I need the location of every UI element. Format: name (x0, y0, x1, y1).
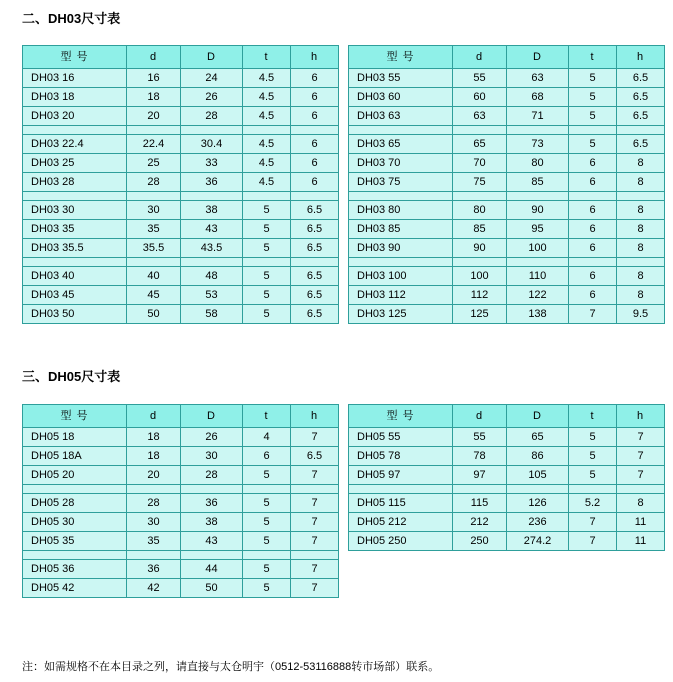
col-header-D: D (181, 405, 243, 428)
cell-t: 7 (569, 305, 617, 324)
cell-D: 105 (507, 466, 569, 485)
cell-h: 8 (617, 286, 665, 305)
cell-d: 115 (453, 494, 507, 513)
cell-model: DH05 35 (23, 532, 127, 551)
cell-D: 68 (507, 88, 569, 107)
cell-model: DH03 18 (23, 88, 127, 107)
cell-t: 5 (569, 466, 617, 485)
cell-d: 18 (127, 447, 181, 466)
table-row (23, 305, 339, 324)
table-header-row (23, 46, 339, 69)
cell-D: 73 (507, 135, 569, 154)
cell-t: 5 (569, 107, 617, 126)
table-row (349, 286, 665, 305)
cell-D: 80 (507, 154, 569, 173)
cell-h: 6 (291, 107, 339, 126)
table-row (23, 69, 339, 88)
cell-h: 8 (617, 201, 665, 220)
cell-h: 7 (291, 532, 339, 551)
table-row (349, 220, 665, 239)
cell-d: 60 (453, 88, 507, 107)
table-row (349, 154, 665, 173)
table-row (349, 239, 665, 258)
cell-d: 18 (127, 428, 181, 447)
cell-h: 6 (291, 135, 339, 154)
section-title-dh05: 三、DH05尺寸表 (22, 369, 121, 384)
cell-h: 9.5 (617, 305, 665, 324)
cell-model: DH03 125 (349, 305, 453, 324)
cell-t: 5 (243, 239, 291, 258)
col-header-d: d (127, 405, 181, 428)
cell-h: 6.5 (617, 135, 665, 154)
table-row (23, 466, 339, 485)
cell-model: DH03 65 (349, 135, 453, 154)
cell-t: 6 (569, 267, 617, 286)
col-header-d: d (127, 46, 181, 69)
col-header-D: D (507, 405, 569, 428)
cell-t: 5 (569, 69, 617, 88)
cell-d: 125 (453, 305, 507, 324)
table-row (23, 267, 339, 286)
cell-t: 6 (569, 173, 617, 192)
cell-model: DH03 100 (349, 267, 453, 286)
cell-h: 11 (617, 532, 665, 551)
cell-d: 28 (127, 494, 181, 513)
col-header-h: h (291, 46, 339, 69)
col-header-model: 型 号 (23, 46, 127, 69)
cell-D: 28 (181, 107, 243, 126)
cell-h: 6 (291, 88, 339, 107)
cell-D: 48 (181, 267, 243, 286)
cell-model: DH03 28 (23, 173, 127, 192)
table-row (23, 88, 339, 107)
cell-t: 5 (243, 220, 291, 239)
cell-D: 236 (507, 513, 569, 532)
cell-t: 5 (569, 447, 617, 466)
cell-model: DH05 250 (349, 532, 453, 551)
cell-D: 95 (507, 220, 569, 239)
cell-h: 7 (291, 579, 339, 598)
table-row (349, 173, 665, 192)
group-separator (23, 551, 339, 560)
table-row (23, 532, 339, 551)
cell-model: DH03 55 (349, 69, 453, 88)
cell-t: 4.5 (243, 154, 291, 173)
col-header-t: t (569, 46, 617, 69)
cell-D: 38 (181, 201, 243, 220)
cell-t: 4 (243, 428, 291, 447)
cell-model: DH05 36 (23, 560, 127, 579)
col-header-d: d (453, 405, 507, 428)
table-row (23, 494, 339, 513)
cell-D: 36 (181, 494, 243, 513)
cell-t: 4.5 (243, 173, 291, 192)
cell-D: 24 (181, 69, 243, 88)
cell-d: 36 (127, 560, 181, 579)
cell-d: 30 (127, 201, 181, 220)
cell-h: 6.5 (291, 239, 339, 258)
cell-h: 8 (617, 267, 665, 286)
table-row (349, 201, 665, 220)
cell-d: 20 (127, 466, 181, 485)
cell-D: 274.2 (507, 532, 569, 551)
cell-h: 6.5 (617, 88, 665, 107)
group-separator (23, 258, 339, 267)
col-header-h: h (617, 46, 665, 69)
cell-model: DH03 30 (23, 201, 127, 220)
col-header-h: h (291, 405, 339, 428)
group-separator (23, 192, 339, 201)
cell-h: 7 (291, 513, 339, 532)
cell-h: 6.5 (291, 201, 339, 220)
cell-h: 8 (617, 154, 665, 173)
cell-t: 5 (569, 428, 617, 447)
section-title-dh03: 二、DH03尺寸表 (22, 11, 121, 26)
cell-d: 70 (453, 154, 507, 173)
cell-model: DH03 80 (349, 201, 453, 220)
cell-d: 90 (453, 239, 507, 258)
cell-h: 6 (291, 173, 339, 192)
group-separator (23, 126, 339, 135)
table-row (23, 135, 339, 154)
cell-d: 35.5 (127, 239, 181, 258)
cell-h: 7 (617, 428, 665, 447)
table-row (23, 220, 339, 239)
cell-d: 22.4 (127, 135, 181, 154)
table-header-row (349, 405, 665, 428)
cell-d: 63 (453, 107, 507, 126)
footer-note: 注：如需规格不在本目录之列，请直接与太仓明宇（0512-53116888转市场部）联系。 (22, 661, 440, 673)
cell-D: 53 (181, 286, 243, 305)
table-row (23, 107, 339, 126)
cell-D: 28 (181, 466, 243, 485)
cell-t: 5 (243, 286, 291, 305)
table-row (349, 447, 665, 466)
table-row (23, 173, 339, 192)
cell-model: DH03 112 (349, 286, 453, 305)
cell-D: 85 (507, 173, 569, 192)
cell-d: 35 (127, 220, 181, 239)
cell-t: 6 (569, 201, 617, 220)
cell-t: 6 (243, 447, 291, 466)
table-row (349, 466, 665, 485)
cell-model: DH03 25 (23, 154, 127, 173)
table-row (23, 428, 339, 447)
cell-d: 65 (453, 135, 507, 154)
cell-d: 40 (127, 267, 181, 286)
cell-h: 6.5 (291, 305, 339, 324)
cell-model: DH05 115 (349, 494, 453, 513)
cell-D: 71 (507, 107, 569, 126)
cell-h: 7 (291, 428, 339, 447)
cell-t: 6 (569, 154, 617, 173)
cell-model: DH05 18 (23, 428, 127, 447)
cell-model: DH03 40 (23, 267, 127, 286)
cell-h: 6.5 (617, 107, 665, 126)
cell-t: 5 (243, 201, 291, 220)
col-header-t: t (243, 46, 291, 69)
cell-D: 43 (181, 532, 243, 551)
cell-model: DH03 63 (349, 107, 453, 126)
cell-t: 5 (243, 579, 291, 598)
col-header-model: 型 号 (23, 405, 127, 428)
cell-t: 5 (243, 305, 291, 324)
cell-model: DH05 55 (349, 428, 453, 447)
cell-D: 26 (181, 428, 243, 447)
cell-model: DH05 20 (23, 466, 127, 485)
table-row (349, 267, 665, 286)
col-header-t: t (569, 405, 617, 428)
cell-h: 6.5 (291, 286, 339, 305)
table-row (349, 305, 665, 324)
table-row (23, 447, 339, 466)
cell-h: 8 (617, 173, 665, 192)
table-row (23, 286, 339, 305)
cell-D: 122 (507, 286, 569, 305)
col-header-t: t (243, 405, 291, 428)
cell-d: 42 (127, 579, 181, 598)
group-separator (349, 485, 665, 494)
table-row (349, 513, 665, 532)
cell-t: 5 (243, 267, 291, 286)
col-header-d: d (453, 46, 507, 69)
cell-D: 65 (507, 428, 569, 447)
cell-t: 6 (569, 239, 617, 258)
cell-model: DH03 75 (349, 173, 453, 192)
group-separator (349, 126, 665, 135)
cell-model: DH03 45 (23, 286, 127, 305)
cell-d: 30 (127, 513, 181, 532)
col-header-model: 型 号 (349, 46, 453, 69)
cell-t: 4.5 (243, 107, 291, 126)
cell-D: 33 (181, 154, 243, 173)
cell-t: 5 (243, 466, 291, 485)
group-separator (349, 258, 665, 267)
cell-D: 90 (507, 201, 569, 220)
table-row (349, 135, 665, 154)
table-header-row (23, 405, 339, 428)
group-separator (349, 192, 665, 201)
cell-d: 20 (127, 107, 181, 126)
cell-d: 80 (453, 201, 507, 220)
cell-t: 6 (569, 220, 617, 239)
cell-h: 7 (617, 466, 665, 485)
cell-h: 6.5 (291, 447, 339, 466)
cell-h: 6 (291, 69, 339, 88)
cell-model: DH03 50 (23, 305, 127, 324)
cell-t: 5 (243, 513, 291, 532)
cell-d: 78 (453, 447, 507, 466)
table-row (23, 201, 339, 220)
cell-d: 25 (127, 154, 181, 173)
cell-model: DH03 16 (23, 69, 127, 88)
cell-D: 100 (507, 239, 569, 258)
cell-D: 58 (181, 305, 243, 324)
cell-h: 7 (291, 466, 339, 485)
table-row (349, 88, 665, 107)
table-row (23, 239, 339, 258)
cell-D: 30 (181, 447, 243, 466)
table-dh05-left (22, 404, 339, 598)
cell-model: DH03 90 (349, 239, 453, 258)
cell-h: 6 (291, 154, 339, 173)
cell-D: 30.4 (181, 135, 243, 154)
cell-D: 126 (507, 494, 569, 513)
table-row (349, 107, 665, 126)
cell-model: DH05 18A (23, 447, 127, 466)
table-row (23, 560, 339, 579)
table-row (23, 513, 339, 532)
cell-d: 112 (453, 286, 507, 305)
cell-t: 5 (243, 560, 291, 579)
cell-D: 26 (181, 88, 243, 107)
cell-t: 7 (569, 513, 617, 532)
cell-D: 43.5 (181, 239, 243, 258)
cell-t: 5.2 (569, 494, 617, 513)
cell-D: 63 (507, 69, 569, 88)
cell-t: 5 (243, 494, 291, 513)
cell-model: DH05 42 (23, 579, 127, 598)
cell-D: 50 (181, 579, 243, 598)
group-separator (23, 485, 339, 494)
col-header-model: 型 号 (349, 405, 453, 428)
cell-h: 7 (291, 560, 339, 579)
cell-D: 36 (181, 173, 243, 192)
cell-h: 7 (291, 494, 339, 513)
cell-model: DH03 22.4 (23, 135, 127, 154)
cell-h: 6.5 (291, 267, 339, 286)
cell-h: 6.5 (291, 220, 339, 239)
col-header-D: D (181, 46, 243, 69)
table-header-row (349, 46, 665, 69)
table-row (349, 532, 665, 551)
cell-model: DH03 20 (23, 107, 127, 126)
cell-d: 250 (453, 532, 507, 551)
cell-model: DH05 97 (349, 466, 453, 485)
col-header-D: D (507, 46, 569, 69)
cell-d: 55 (453, 69, 507, 88)
cell-d: 50 (127, 305, 181, 324)
cell-t: 5 (569, 88, 617, 107)
cell-h: 6.5 (617, 69, 665, 88)
cell-model: DH05 28 (23, 494, 127, 513)
cell-d: 212 (453, 513, 507, 532)
table-row (349, 69, 665, 88)
cell-d: 16 (127, 69, 181, 88)
cell-d: 75 (453, 173, 507, 192)
cell-model: DH03 60 (349, 88, 453, 107)
cell-D: 43 (181, 220, 243, 239)
cell-t: 4.5 (243, 69, 291, 88)
cell-h: 7 (617, 447, 665, 466)
cell-model: DH03 85 (349, 220, 453, 239)
cell-h: 8 (617, 239, 665, 258)
cell-model: DH03 35.5 (23, 239, 127, 258)
cell-d: 97 (453, 466, 507, 485)
cell-d: 45 (127, 286, 181, 305)
cell-t: 7 (569, 532, 617, 551)
cell-model: DH03 35 (23, 220, 127, 239)
cell-D: 138 (507, 305, 569, 324)
cell-t: 5 (243, 532, 291, 551)
cell-D: 38 (181, 513, 243, 532)
cell-model: DH05 212 (349, 513, 453, 532)
cell-t: 4.5 (243, 88, 291, 107)
cell-D: 110 (507, 267, 569, 286)
cell-h: 8 (617, 220, 665, 239)
table-row (349, 494, 665, 513)
cell-d: 28 (127, 173, 181, 192)
table-dh05-right (348, 404, 665, 551)
cell-D: 86 (507, 447, 569, 466)
cell-d: 55 (453, 428, 507, 447)
table-dh03-left (22, 45, 339, 324)
table-dh03-right (348, 45, 665, 324)
table-row (23, 579, 339, 598)
cell-d: 35 (127, 532, 181, 551)
cell-h: 11 (617, 513, 665, 532)
table-row (349, 428, 665, 447)
cell-d: 100 (453, 267, 507, 286)
cell-D: 44 (181, 560, 243, 579)
cell-h: 8 (617, 494, 665, 513)
cell-model: DH05 30 (23, 513, 127, 532)
cell-t: 4.5 (243, 135, 291, 154)
cell-d: 18 (127, 88, 181, 107)
cell-d: 85 (453, 220, 507, 239)
cell-model: DH03 70 (349, 154, 453, 173)
cell-model: DH05 78 (349, 447, 453, 466)
cell-t: 5 (569, 135, 617, 154)
col-header-h: h (617, 405, 665, 428)
table-row (23, 154, 339, 173)
cell-t: 6 (569, 286, 617, 305)
